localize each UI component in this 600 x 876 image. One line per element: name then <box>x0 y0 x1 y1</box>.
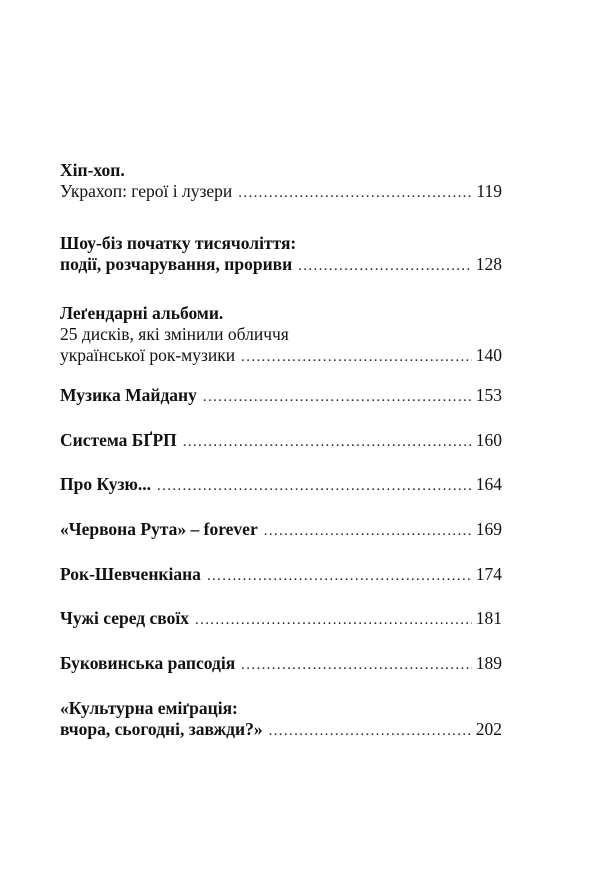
toc-entry[interactable] <box>60 564 502 585</box>
toc-entry-subtitle: української рок-музики <box>60 345 236 365</box>
dot-leader <box>264 521 472 542</box>
toc-entry-title: Музика Майдану <box>60 385 197 405</box>
toc-entry-subtitle: Укрaхоп: герої і лузери <box>60 181 233 201</box>
toc-entry-last-line <box>60 474 502 495</box>
toc-entry-last-line <box>60 181 502 202</box>
toc-entry-title: «Культурна еміґрація: <box>60 698 238 718</box>
dot-leader <box>157 476 472 497</box>
toc-entry[interactable] <box>60 303 502 366</box>
toc-entry-title: події, розчарування, прориви <box>60 254 293 274</box>
dot-leader <box>195 610 472 631</box>
toc-entry-title: «Червона Рута» – forever <box>60 519 258 539</box>
toc-entry-last-line <box>60 385 502 406</box>
toc-page-number: 164 <box>475 474 502 494</box>
toc-page-number: 202 <box>475 719 502 739</box>
toc-page-number: 160 <box>475 430 502 450</box>
toc-entry-title: Про Кузю... <box>60 474 152 494</box>
toc-entry-last-line <box>60 345 502 366</box>
toc-page-number: 153 <box>475 385 502 405</box>
dot-leader <box>183 432 472 453</box>
toc-entry[interactable] <box>60 653 502 674</box>
toc-entry[interactable] <box>60 233 502 275</box>
toc-entry-last-line <box>60 653 502 674</box>
toc-entry-title-line <box>60 698 502 719</box>
toc-entry-title-line <box>60 233 502 254</box>
toc-entry-last-line <box>60 519 502 540</box>
toc-page-number: 174 <box>475 564 502 584</box>
toc-entry-title-line <box>60 160 502 181</box>
dot-leader <box>298 256 472 277</box>
toc-entry[interactable] <box>60 430 502 451</box>
dot-leader <box>203 387 472 408</box>
dot-leader <box>207 566 472 587</box>
toc-page-number: 169 <box>475 519 502 539</box>
toc-entry[interactable] <box>60 474 502 495</box>
toc-entry-title: вчора, сьогодні, завжди?» <box>60 719 263 739</box>
toc-entry-last-line <box>60 430 502 451</box>
toc-page-number: 140 <box>475 345 502 365</box>
toc-page-number: 189 <box>475 653 502 673</box>
dot-leader <box>241 347 472 368</box>
toc-entry[interactable] <box>60 385 502 406</box>
toc-entry-title: Шоу-біз початку тисячоліття: <box>60 233 297 253</box>
toc-entry-last-line <box>60 608 502 629</box>
toc-entry[interactable] <box>60 698 502 740</box>
dot-leader <box>269 721 472 742</box>
toc-entry-title: Буковинська рапсодія <box>60 653 236 673</box>
toc-entry-title-line <box>60 303 502 324</box>
toc-entry-last-line <box>60 564 502 585</box>
toc-page-number: 181 <box>475 608 502 628</box>
toc-entry-subtitle-line <box>60 324 502 345</box>
dot-leader <box>241 655 472 676</box>
toc-entry-title: Система БҐРП <box>60 430 177 450</box>
toc-page-number: 119 <box>476 181 502 201</box>
toc-entry-last-line <box>60 254 502 275</box>
toc-entry-title: Леґендарні альбоми. <box>60 303 224 323</box>
toc-entry-title: Чужі серед своїх <box>60 608 189 628</box>
toc-entry-subtitle: 25 дисків, які змінили обличчя <box>60 324 289 344</box>
toc-entry[interactable] <box>60 519 502 540</box>
toc-entry-last-line <box>60 719 502 740</box>
dot-leader <box>238 183 472 204</box>
toc-entry-title: Хіп-хоп. <box>60 160 125 180</box>
toc-page-number: 128 <box>475 254 502 274</box>
toc-entry-title: Рок-Шевченкіана <box>60 564 201 584</box>
toc-entry[interactable] <box>60 160 502 202</box>
toc-entry[interactable] <box>60 608 502 629</box>
